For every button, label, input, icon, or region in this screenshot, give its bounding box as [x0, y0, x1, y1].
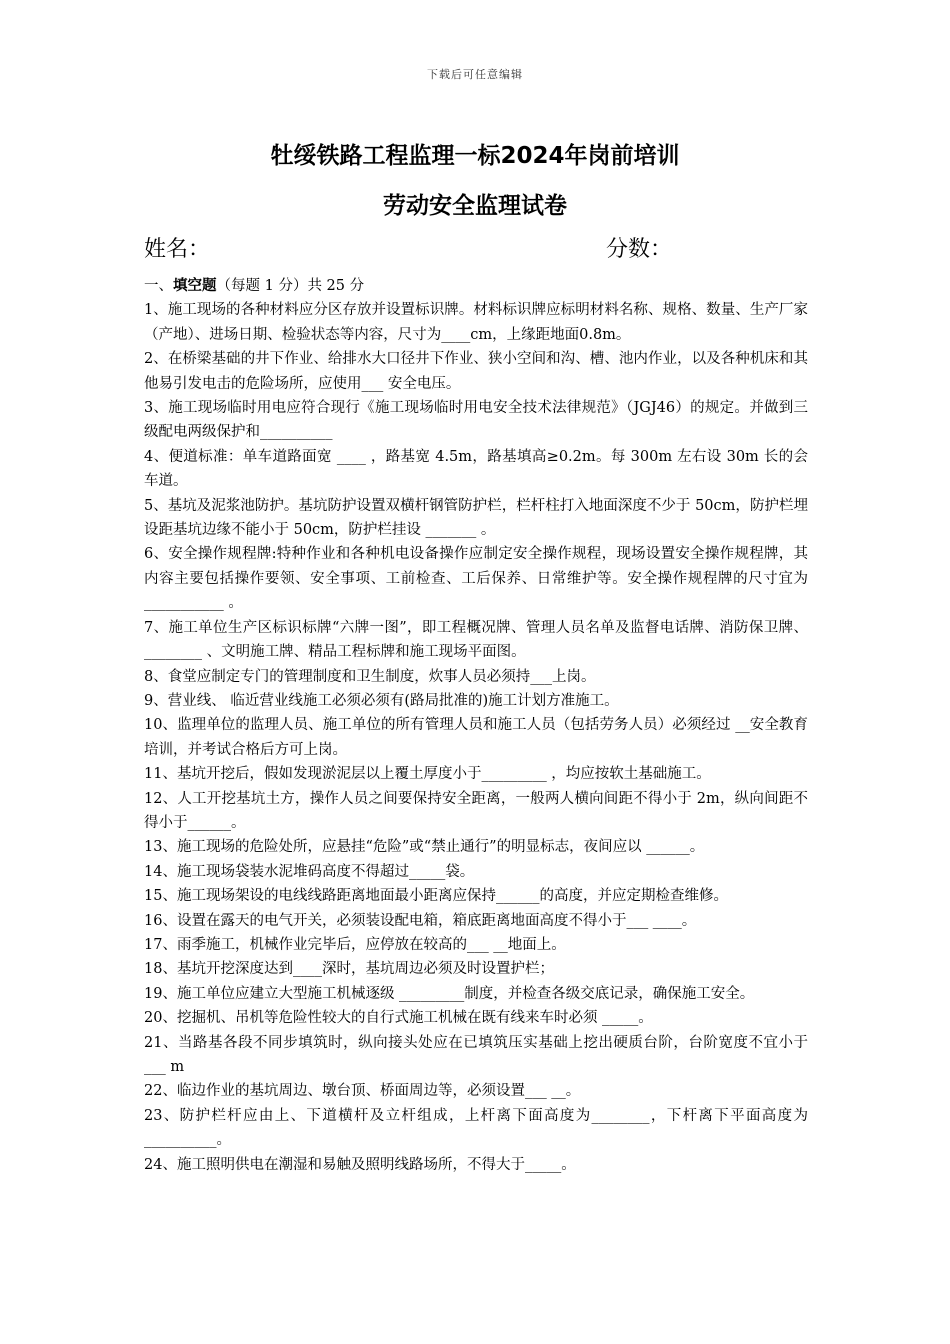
question-item: 17、雨季施工，机械作业完毕后，应停放在较高的___ __地面上。 [144, 936, 566, 953]
section-heading [144, 274, 808, 298]
exam-title-line1: 牡绥铁路工程监理一标2024年岗前培训 [270, 143, 680, 169]
question-item: 1、施工现场的各种材料应分区存放并设置标识牌。材料标识牌应标明材料名称、规格、数量、生产厂家（产地）、进场日期、检验状态等内容，尺寸为____cm，上缘距地面0.8m。 [144, 302, 808, 343]
question-item: 18、基坑开挖深度达到____深时，基坑周边必须及时设置护栏； [144, 961, 554, 978]
question-item: 22、临边作业的基坑周边、墩台顶、桥面周边等，必须设置___ __。 [144, 1083, 581, 1100]
question-item: 9、营业线、 临近营业线施工必须必须有(路局批准的)施工计划方准施工。 [144, 692, 619, 709]
question-list [144, 274, 808, 1177]
question-item: 14、施工现场袋装水泥堆码高度不得超过_____袋。 [144, 863, 475, 880]
question-item: 10、监理单位的监理人员、施工单位的所有管理人员和施工人员（包括劳务人员）必须经过 __安全教育培训，并考试合格后方可上岗。 [144, 717, 808, 758]
name-label: 姓名： [144, 237, 211, 262]
question-item: 5、基坑及泥浆池防护。基坑防护设置双横杆钢管防护栏，栏杆柱打入地面深度不少于 50cm，防护栏埋设距基坑边缘不能小于 50cm，防护栏挂设 _______ 。 [144, 497, 808, 539]
question-item: 13、施工现场的危险处所，应悬挂“危险”或“禁止通行”的明显标志，夜间应以 ______。 [144, 839, 705, 856]
question-item: 4、便道标准：单车道路面宽 ____ ，路基宽 4.5m，路基填高≥0.2m。每 300m 左右设 30m 长的会车道。 [144, 448, 808, 490]
question-item: 6、安全操作规程牌:特种作业和各种机电设备操作应制定安全操作规程，现场设置安全操作规程牌，其内容主要包括操作要领、安全事项、工前检查、工后保养、日常维护等。安全操作规程牌的尺寸宜为___________ 。 [144, 546, 808, 612]
question-item: 7、施工单位生产区标识标牌“六牌一图”，即工程概况牌、管理人员名单及监督电话牌、消防保卫牌、 ________ 、文明施工牌、精品工程标牌和施工现场平面图。 [144, 619, 808, 661]
exam-title-line2: 劳动安全监理试卷 [383, 193, 567, 219]
question-item: 12、人工开挖基坑土方，操作人员之间要保持安全距离，一般两人横向间距不得小于 2m，纵向间距不得小于______。 [144, 790, 808, 831]
question-item: 16、设置在露天的电气开关，必须装设配电箱，箱底距离地面高度不得小于___ ____。 [144, 912, 697, 929]
question-item: 3、施工现场临时用电应符合现行《施工现场临时用电安全技术法律规范》（JGJ46）的规定。并做到三级配电两级保护和__________ [144, 400, 808, 441]
question-item: 20、挖掘机、吊机等危险性较大的自行式施工机械在既有线来车时必须 _____。 [144, 1010, 653, 1027]
page-header-note: 下载后可任意编辑 [427, 68, 523, 81]
score-label: 分数： [606, 237, 673, 262]
section-name: 填空题 [173, 277, 217, 294]
question-item: 21、当路基各段不同步填筑时，纵向接头处应在已填筑压实基础上挖出硬质台阶，台阶宽度不宜小于 ___ m [144, 1034, 808, 1075]
question-item: 11、基坑开挖后，假如发现淤泥层以上覆土厚度小于_________ ，均应按软土基础施工。 [144, 766, 711, 783]
question-item: 2、在桥梁基础的井下作业、给排水大口径井下作业、狭小空间和沟、槽、池内作业，以及各种机床和其他易引发电击的危险场所，应使用___ 安全电压。 [144, 351, 808, 392]
section-suffix: （每题 1 分）共 25 分 [216, 278, 365, 294]
section-prefix: 一、 [144, 278, 173, 294]
question-item: 8、食堂应制定专门的管理制度和卫生制度，炊事人员必须持___上岗。 [144, 668, 596, 685]
question-item: 15、施工现场架设的电线线路距离地面最小距离应保持______的高度，并应定期检查维修。 [144, 888, 728, 905]
name-score-bar [144, 232, 794, 266]
question-item: 23、防护栏杆应由上、下道横杆及立杆组成，上杆离下面高度为________，下杆离下平面高度为__________。 [144, 1107, 808, 1149]
question-item: 19、施工单位应建立大型施工机械逐级 _________制度，并检查各级交底记录，确保施工安全。 [144, 985, 755, 1002]
question-item: 24、施工照明供电在潮湿和易触及照明线路场所，不得大于_____。 [144, 1156, 576, 1173]
